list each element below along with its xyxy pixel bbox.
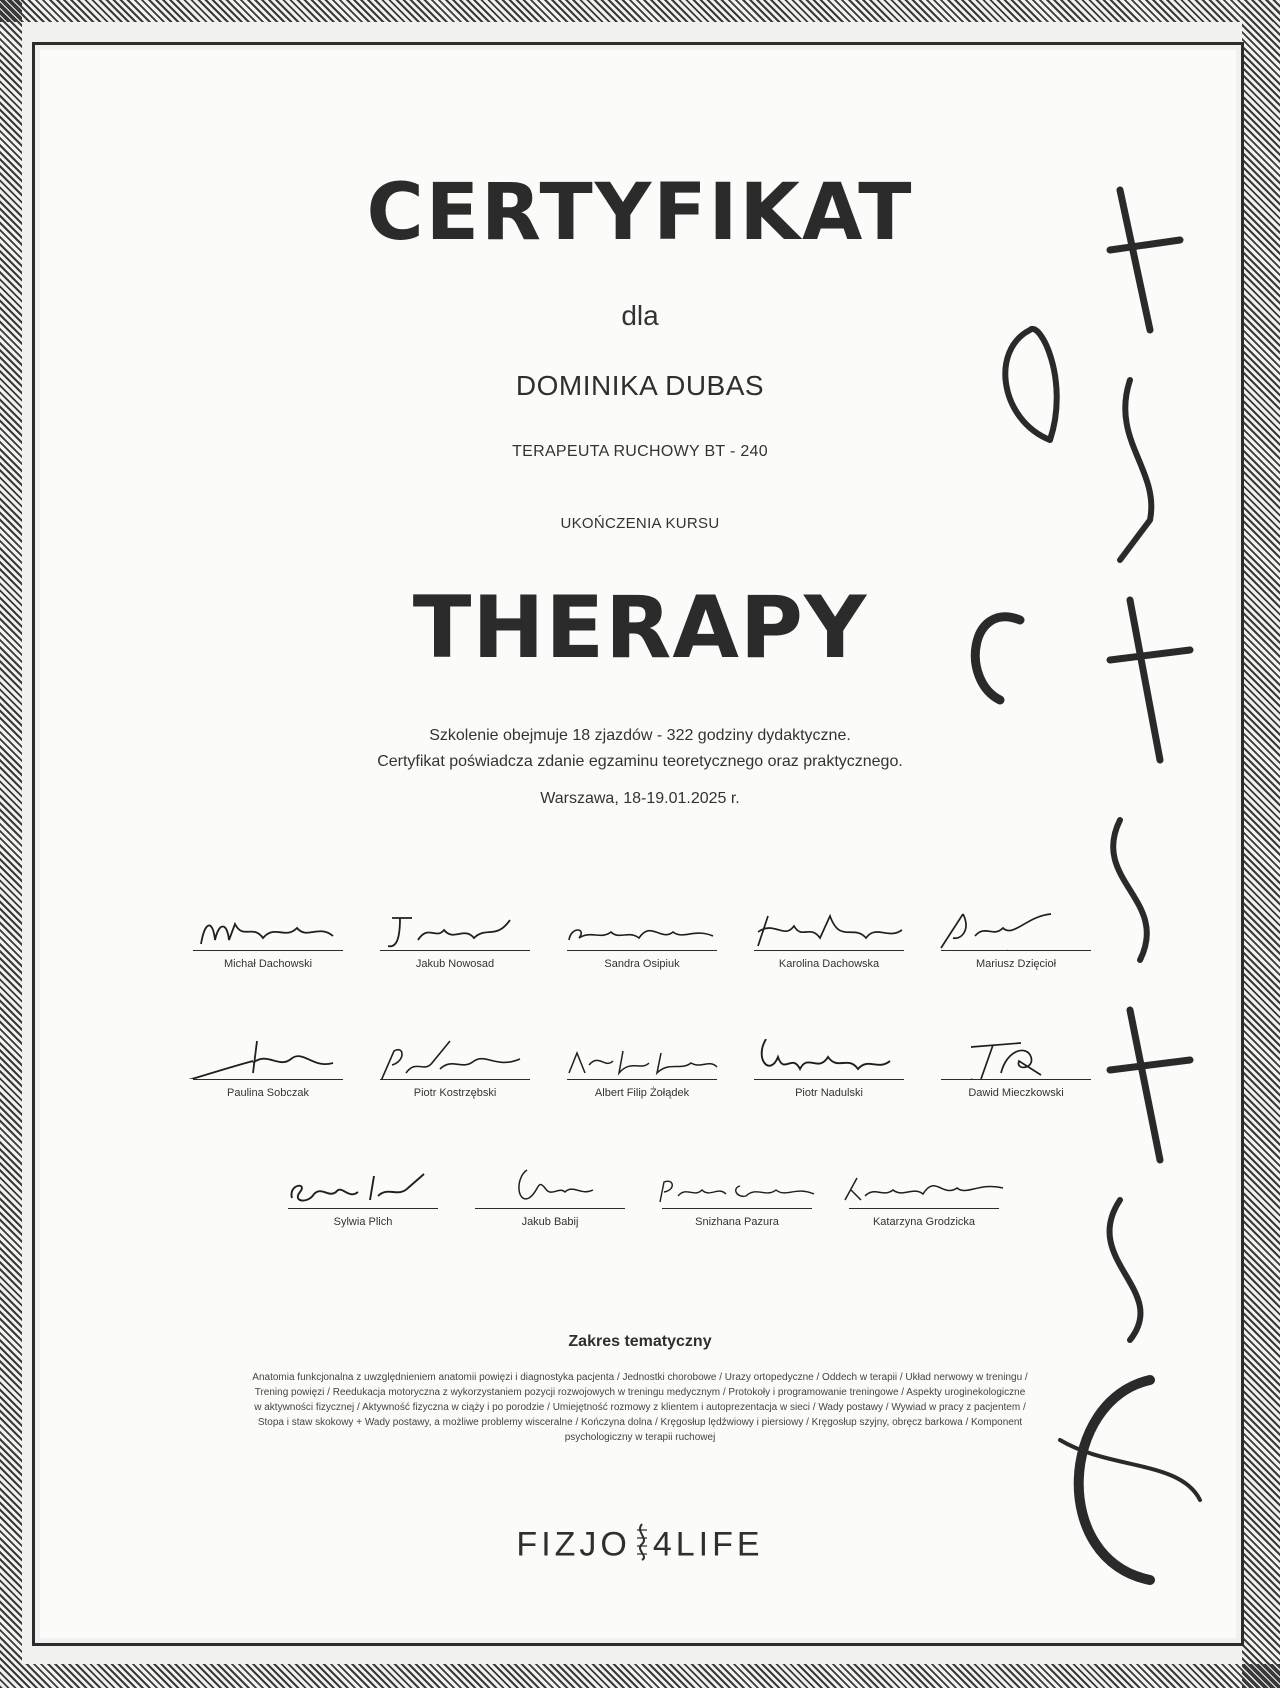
signature-line xyxy=(941,1079,1091,1080)
signature-scribble xyxy=(370,1039,540,1079)
recipient-name: DOMINIKA DUBAS xyxy=(515,370,765,401)
signature-scribble xyxy=(839,1168,1009,1208)
signature-line xyxy=(193,950,343,951)
signature-line xyxy=(754,1079,904,1080)
signature-line xyxy=(849,1208,999,1209)
signature-scribble xyxy=(557,910,727,950)
scope-title: Zakres tematyczny xyxy=(568,1333,712,1350)
signature-line xyxy=(754,950,904,951)
signatory-name: Jakub Nowosad xyxy=(415,958,495,970)
signature-scribble xyxy=(931,1039,1101,1079)
signatory-name: Sylwia Plich xyxy=(333,1216,393,1228)
signature-line xyxy=(288,1208,438,1209)
signature-scribble xyxy=(465,1168,635,1208)
signature-line xyxy=(193,1079,343,1080)
signature-scribble xyxy=(744,910,914,950)
place-date: Warszawa, 18-19.01.2025 r. xyxy=(540,790,740,807)
signatory-name: Michał Dachowski xyxy=(223,958,313,970)
logo-text-right: 4LIFE xyxy=(652,1525,764,1564)
logo-text-left: FIZJO xyxy=(516,1525,631,1564)
course-title: THERAPY xyxy=(412,578,868,678)
signature-line xyxy=(567,1079,717,1080)
signature-scribble xyxy=(370,910,540,950)
border-hatch-bottom xyxy=(0,1664,1280,1688)
signature-scribble xyxy=(744,1039,914,1079)
signatory-name: Piotr Kostrzębski xyxy=(413,1087,497,1099)
signature-line xyxy=(380,950,530,951)
spine-icon xyxy=(631,1522,653,1571)
signature-scribble xyxy=(183,910,353,950)
description-line-2: Certyfikat poświadcza zdanie egzaminu teoretycznego oraz praktycznego. xyxy=(377,753,903,770)
recipient-role: TERAPEUTA RUCHOWY BT - 240 xyxy=(512,443,768,460)
scope-text: Anatomia funkcjonalna z uwzględnieniem anatomii powięzi i diagnostyka pacjenta / Jednostki chorobowe / Urazy ortopedyczne / Oddech w terapii / Układ nerwowy w treningu / Trening powięzi / Reedukacja motoryczna z wykorzystaniem pozycji rozwojowych w treningu medycznym / Protokoły i programowanie treningowe / Aspekty uroginekologiczne w aktywności fizycznej / Aktywność fizyczna w ciąży i po porodzie / Umiejętność rozmowy z klientem i autoprezentacja w sieci / Wady postawy / Wywiad w pracy z pacjentem / Stopa i staw skokowy + Wady postawy, a możliwe problemy wisceralne / Kończyna dolna / Kręgosłup lędźwiowy i piersiowy / Kręgosłup szyjny, obręcz barkowa / Komponent psychologiczny w terapii ruchowej xyxy=(252,1372,1028,1443)
signature-scribble xyxy=(183,1039,353,1079)
signatory-name: Jakub Babij xyxy=(521,1216,579,1228)
signature-scribble xyxy=(652,1168,822,1208)
fizjo4life-logo xyxy=(0,1522,1280,1571)
signature-line xyxy=(380,1079,530,1080)
signatory-name: Albert Filip Żołądek xyxy=(594,1087,690,1099)
signatory-name: Katarzyna Grodzicka xyxy=(872,1216,976,1228)
course-description xyxy=(0,723,1280,775)
signatory-name: Piotr Nadulski xyxy=(795,1087,863,1099)
signatory-name: Dawid Mieczkowski xyxy=(968,1087,1064,1099)
signatory-name: Sandra Osipiuk xyxy=(604,958,680,970)
signature-line xyxy=(475,1208,625,1209)
signature-scribble xyxy=(931,910,1101,950)
signature-line xyxy=(567,950,717,951)
completion-label: UKOŃCZENIA KURSU xyxy=(560,515,720,532)
signature-line xyxy=(941,950,1091,951)
signature-scribble xyxy=(557,1039,727,1079)
signatory-name: Mariusz Dzięcioł xyxy=(975,958,1057,970)
certificate-title: CERTYFIKAT xyxy=(366,168,914,258)
signature-scribble xyxy=(278,1168,448,1208)
description-line-1: Szkolenie obejmuje 18 zjazdów - 322 godziny dydaktyczne. xyxy=(429,727,851,744)
for-label: dla xyxy=(621,300,659,331)
border-hatch-top xyxy=(0,0,1280,22)
signatory-name: Snizhana Pazura xyxy=(695,1216,779,1228)
signatory-name: Karolina Dachowska xyxy=(778,958,880,970)
signatory-name: Paulina Sobczak xyxy=(227,1087,309,1099)
signature-line xyxy=(662,1208,812,1209)
